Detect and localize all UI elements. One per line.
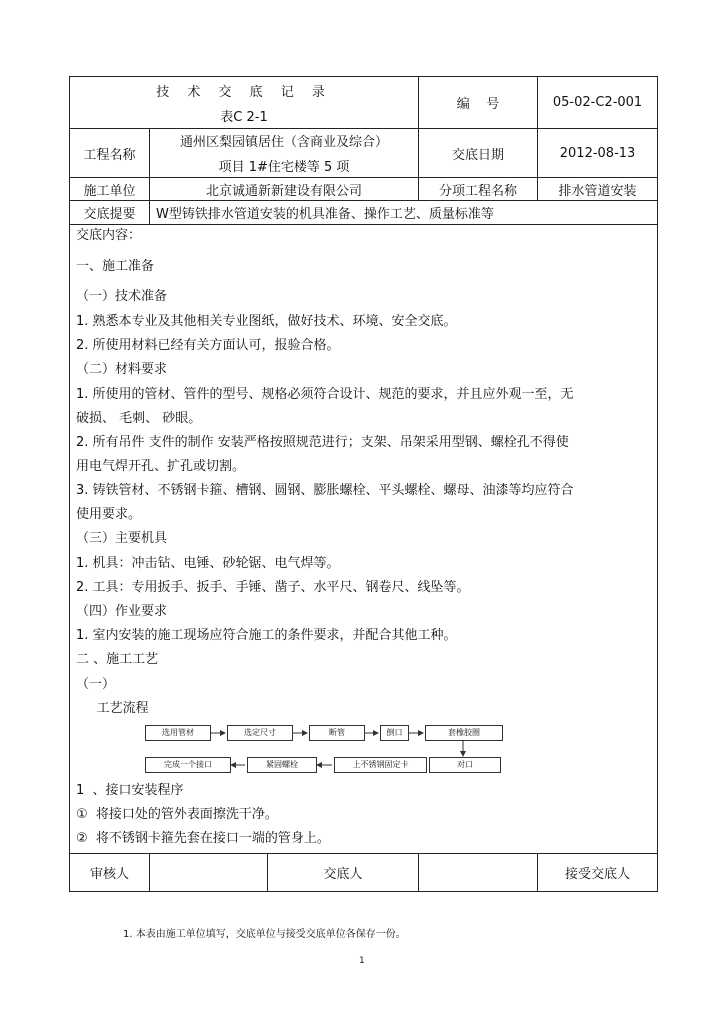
flow-step-chamfer: 倒口 bbox=[380, 725, 409, 741]
form-title-cell bbox=[70, 77, 419, 129]
flow-step-cut-pipe: 断管 bbox=[309, 725, 365, 741]
disclosure-content-cell bbox=[70, 225, 658, 854]
content-line: 3. 铸铁管材、不锈钢卡箍、槽钢、圆钢、膨胀螺栓、平头螺栓、螺母、油漆等均应符合 bbox=[76, 483, 574, 498]
form-title: 技 术 交 底 记 录 bbox=[156, 84, 332, 100]
disclosure-content bbox=[70, 225, 657, 853]
content-line: 破损、 毛刺、 砂眼。 bbox=[76, 411, 202, 426]
content-line: 2. 所使用材料已经有关方面认可，报验合格。 bbox=[76, 338, 340, 353]
subsection-heading: （二）材料要求 bbox=[76, 362, 168, 377]
footnote: 1. 本表由施工单位填写，交底单位与接受交底单位各保存一份。 bbox=[123, 929, 406, 940]
flow-step-complete-joint: 完成一个接口 bbox=[145, 757, 231, 773]
content-line: 使用要求。 bbox=[76, 507, 142, 522]
content-line: 1. 所使用的管材、管件的型号、规格必须符合设计、规范的要求，并且应外观一至，无 bbox=[76, 387, 574, 402]
date-value: 2012-08-13 bbox=[538, 129, 658, 178]
content-line: 2. 工具：专用扳手、扳手、手锤、凿子、水平尺、钢卷尺、线坠等。 bbox=[76, 580, 470, 595]
subproject-value: 排水管道安装 bbox=[538, 178, 658, 201]
flow-step-rubber-ring: 套橡胶圈 bbox=[425, 725, 503, 741]
reviewer-signature bbox=[150, 854, 268, 892]
subsection-heading: （一） bbox=[76, 677, 116, 692]
flow-step-select-pipe: 选用管材 bbox=[145, 725, 211, 741]
content-line: 1. 机具：冲击钻、电锤、砂轮锯、电气焊等。 bbox=[76, 556, 340, 571]
content-heading: 交底内容： bbox=[76, 228, 142, 243]
content-line: 2. 所有吊件 支件的制作 安装严格按照规范进行；支架、吊架采用型钢、螺栓孔不得使 bbox=[76, 435, 569, 450]
summary-label: 交底提要 bbox=[70, 201, 150, 225]
content-line: 用电气焊开孔、扩孔或切割。 bbox=[76, 459, 246, 474]
project-name-cell bbox=[150, 129, 419, 178]
disclosure-form-table bbox=[69, 76, 658, 892]
section-heading: 一、施工准备 bbox=[76, 259, 155, 274]
procedure-step: ② 将不锈钢卡箍先套在接口一端的管身上。 bbox=[76, 831, 330, 846]
subsection-heading: （一）技术准备 bbox=[76, 289, 168, 304]
flow-step-align: 对口 bbox=[429, 757, 501, 773]
summary-value: W型铸铁排水管道安装的机具准备、操作工艺、质量标准等 bbox=[150, 201, 658, 225]
content-line: 1. 室内安装的施工现场应符合施工的条件要求，并配合其他工种。 bbox=[76, 628, 457, 643]
flow-step-tighten-bolts: 紧固螺栓 bbox=[247, 757, 317, 773]
procedure-heading: 1 、接口安装程序 bbox=[76, 783, 184, 798]
subproject-label: 分项工程名称 bbox=[419, 178, 538, 201]
flow-heading: 工艺流程 bbox=[76, 701, 149, 716]
content-line: 1. 熟悉本专业及其他相关专业图纸，做好技术、环境、安全交底。 bbox=[76, 314, 457, 329]
date-label: 交底日期 bbox=[419, 129, 538, 178]
page-number: 1 bbox=[359, 956, 365, 966]
discloser-signature bbox=[419, 854, 538, 892]
subsection-heading: （四）作业要求 bbox=[76, 604, 168, 619]
section-heading: 二 、施工工艺 bbox=[76, 652, 159, 667]
receiver-label: 接受交底人 bbox=[538, 854, 658, 892]
project-name-label: 工程名称 bbox=[70, 129, 150, 178]
number-label: 编 号 bbox=[419, 77, 538, 129]
project-name-line2: 项目 1#住宅楼等 5 项 bbox=[218, 160, 350, 175]
project-name-line1: 通州区梨园镇居住（含商业及综合） bbox=[180, 135, 389, 150]
reviewer-label: 审核人 bbox=[70, 854, 150, 892]
number-value: 05-02-C2-001 bbox=[538, 77, 658, 129]
construction-unit-label: 施工单位 bbox=[70, 178, 150, 201]
procedure-step: ① 将接口处的管外表面擦洗干净。 bbox=[76, 807, 278, 822]
flow-step-fix-clamp: 上不锈钢固定卡 bbox=[334, 757, 427, 773]
discloser-label: 交底人 bbox=[268, 854, 419, 892]
flow-step-select-size: 选定尺寸 bbox=[227, 725, 293, 741]
construction-unit-value: 北京诚通新新建设有限公司 bbox=[150, 178, 419, 201]
subsection-heading: （三）主要机具 bbox=[76, 531, 168, 546]
form-code: 表C 2-1 bbox=[220, 109, 268, 125]
